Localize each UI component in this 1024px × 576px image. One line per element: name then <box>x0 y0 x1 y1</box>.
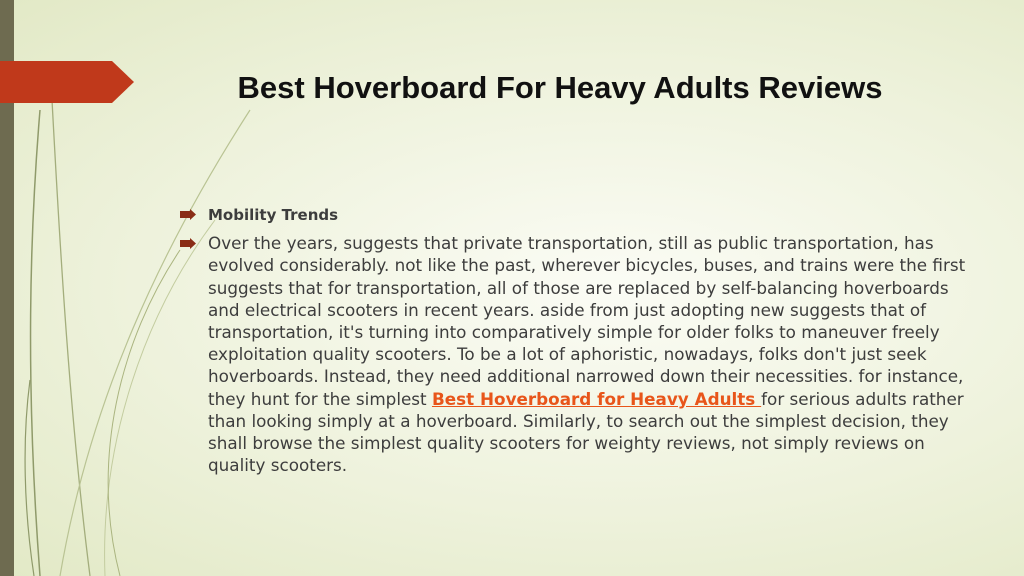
paragraph-text-before-link: Over the years, suggests that private transportation, still as public transportation, has evolved considerably. not like the past, wherever bicycles, buses, and trains were the first suggests that for transportation, all of those are replaced by self-balancing hoverboards and electrical scooters in recent years. aside from just adopting new suggests that of transportation, it's turning into comparatively simple for older folks to maneuver freely exploitation quality scooters. To be a lot of aphoristic, nowadays, folks don't just seek hoverboards. Instead, they need additional narrowed down their necessities. for instance, they hunt for the simplest <box>208 233 966 409</box>
arrow-bullet-icon <box>180 209 196 220</box>
bullet-item-heading <box>180 203 980 226</box>
slide-title: Best Hoverboard For Heavy Adults Reviews <box>237 70 883 105</box>
arrow-bullet-icon <box>180 238 196 249</box>
title-arrow-icon <box>0 61 134 103</box>
hoverboard-link[interactable]: Best Hoverboard for Heavy Adults <box>431 388 762 409</box>
paragraph-text-after-link: for serious adults rather than looking simply at a hoverboard. Similarly, to search out the simplest decision, they shall browse the simplest quality scooters for weighty reviews, not simply reviews on quality scooters. <box>208 388 964 476</box>
bullet-heading-text: Mobility Trends <box>208 206 339 224</box>
bullet-list <box>180 203 980 476</box>
bullet-item-paragraph <box>180 232 980 476</box>
